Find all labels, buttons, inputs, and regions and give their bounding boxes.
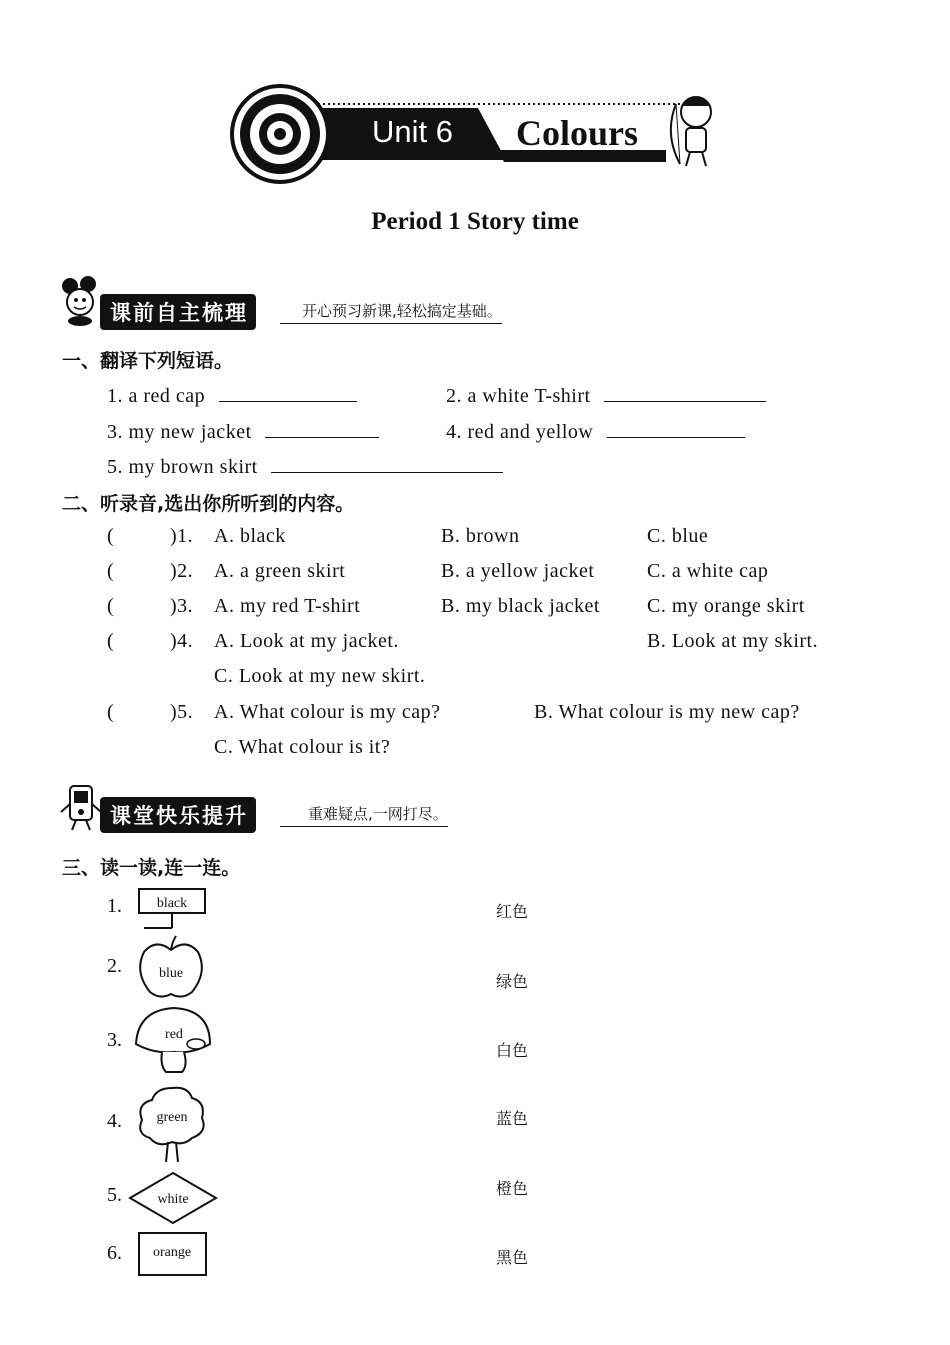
rectangle-picture[interactable] xyxy=(136,1230,210,1280)
answer-paren[interactable]: ( xyxy=(107,595,115,617)
list-item xyxy=(107,419,379,444)
colour-word[interactable]: 蓝色 xyxy=(496,1109,529,1128)
answer-paren[interactable]: ( xyxy=(107,701,115,723)
picture-word: blue xyxy=(158,966,184,981)
question-number: )3. xyxy=(170,595,194,617)
list-item xyxy=(446,383,766,408)
colour-word[interactable]: 橙色 xyxy=(496,1179,529,1198)
option-a: A. What colour is my cap? xyxy=(214,701,441,723)
item-text: a white T-shirt xyxy=(467,385,591,407)
answer-blank[interactable] xyxy=(271,454,503,473)
list-item xyxy=(446,419,745,444)
section-subtitle-improve: 重难疑点,一网打尽。 xyxy=(280,803,448,827)
item-number: 5. xyxy=(107,1184,122,1206)
item-number: 2. xyxy=(107,955,122,977)
section-label-preview: 课前自主梳理 xyxy=(100,294,256,330)
question-number: )1. xyxy=(170,525,194,547)
picture-word: green xyxy=(156,1110,188,1125)
option-c: C. blue xyxy=(647,525,709,547)
colour-word[interactable]: 红色 xyxy=(496,902,529,921)
section-subtitle-preview: 开心预习新课,轻松搞定基础。 xyxy=(280,300,502,324)
option-c: C. Look at my new skirt. xyxy=(214,665,426,687)
part2-heading: 二、听录音,选出你所听到的内容。 xyxy=(62,493,355,515)
mascot-icon xyxy=(58,276,104,326)
option-b: B. Look at my skirt. xyxy=(647,630,819,652)
picture-word: orange xyxy=(152,1245,192,1260)
unit-label: Unit 6 xyxy=(372,114,453,149)
apple-picture[interactable] xyxy=(136,934,206,1000)
colour-word[interactable]: 黑色 xyxy=(496,1248,529,1267)
item-number: 1. xyxy=(107,895,122,917)
item-number: 3. xyxy=(107,421,123,443)
item-text: a red cap xyxy=(128,385,206,407)
phone-mascot-icon xyxy=(58,782,104,832)
tree-picture[interactable] xyxy=(136,1084,208,1164)
option-c: C. my orange skirt xyxy=(647,595,805,617)
part1-heading: 一、翻译下列短语。 xyxy=(62,350,234,372)
option-b: B. brown xyxy=(441,525,520,547)
item-number: 4. xyxy=(446,421,462,443)
option-a: A. Look at my jacket. xyxy=(214,630,399,652)
option-a: A. black xyxy=(214,525,286,547)
answer-blank[interactable] xyxy=(265,419,379,438)
option-c: C. What colour is it? xyxy=(214,736,391,758)
item-text: red and yellow xyxy=(467,421,594,443)
colour-word[interactable]: 白色 xyxy=(496,1041,529,1060)
question-number: )5. xyxy=(170,701,194,723)
signpost-picture[interactable] xyxy=(136,886,210,932)
unit-banner-graphic xyxy=(228,84,728,188)
unit-title: Colours xyxy=(516,113,639,153)
item-text: my brown skirt xyxy=(128,456,258,478)
option-b: B. my black jacket xyxy=(441,595,600,617)
picture-word: red xyxy=(165,1027,183,1042)
mushroom-picture[interactable] xyxy=(132,1004,214,1076)
answer-blank[interactable] xyxy=(607,419,745,438)
section-label-improve: 课堂快乐提升 xyxy=(100,797,256,833)
question-number: )2. xyxy=(170,560,194,582)
item-number: 2. xyxy=(446,385,462,407)
option-c: C. a white cap xyxy=(647,560,769,582)
picture-word: white xyxy=(157,1192,189,1207)
item-number: 6. xyxy=(107,1242,122,1264)
archer-mascot-icon xyxy=(671,97,711,166)
answer-paren[interactable]: ( xyxy=(107,525,115,547)
question-number: )4. xyxy=(170,630,194,652)
picture-word: black xyxy=(156,896,188,911)
item-text: my new jacket xyxy=(128,421,252,443)
item-number: 4. xyxy=(107,1110,122,1132)
answer-blank[interactable] xyxy=(219,383,357,402)
option-b: B. What colour is my new cap? xyxy=(534,701,800,723)
list-item xyxy=(107,383,357,408)
item-number: 1. xyxy=(107,385,123,407)
option-a: A. a green skirt xyxy=(214,560,346,582)
option-a: A. my red T-shirt xyxy=(214,595,361,617)
list-item xyxy=(107,454,503,479)
answer-blank[interactable] xyxy=(604,383,766,402)
item-number: 5. xyxy=(107,456,123,478)
colour-word[interactable]: 绿色 xyxy=(496,972,529,991)
option-b: B. a yellow jacket xyxy=(441,560,595,582)
answer-paren[interactable]: ( xyxy=(107,630,115,652)
diamond-picture[interactable] xyxy=(126,1170,220,1226)
period-title: Period 1 Story time xyxy=(371,208,579,235)
part3-heading: 三、读一读,连一连。 xyxy=(62,857,241,879)
answer-paren[interactable]: ( xyxy=(107,560,115,582)
item-number: 3. xyxy=(107,1029,122,1051)
